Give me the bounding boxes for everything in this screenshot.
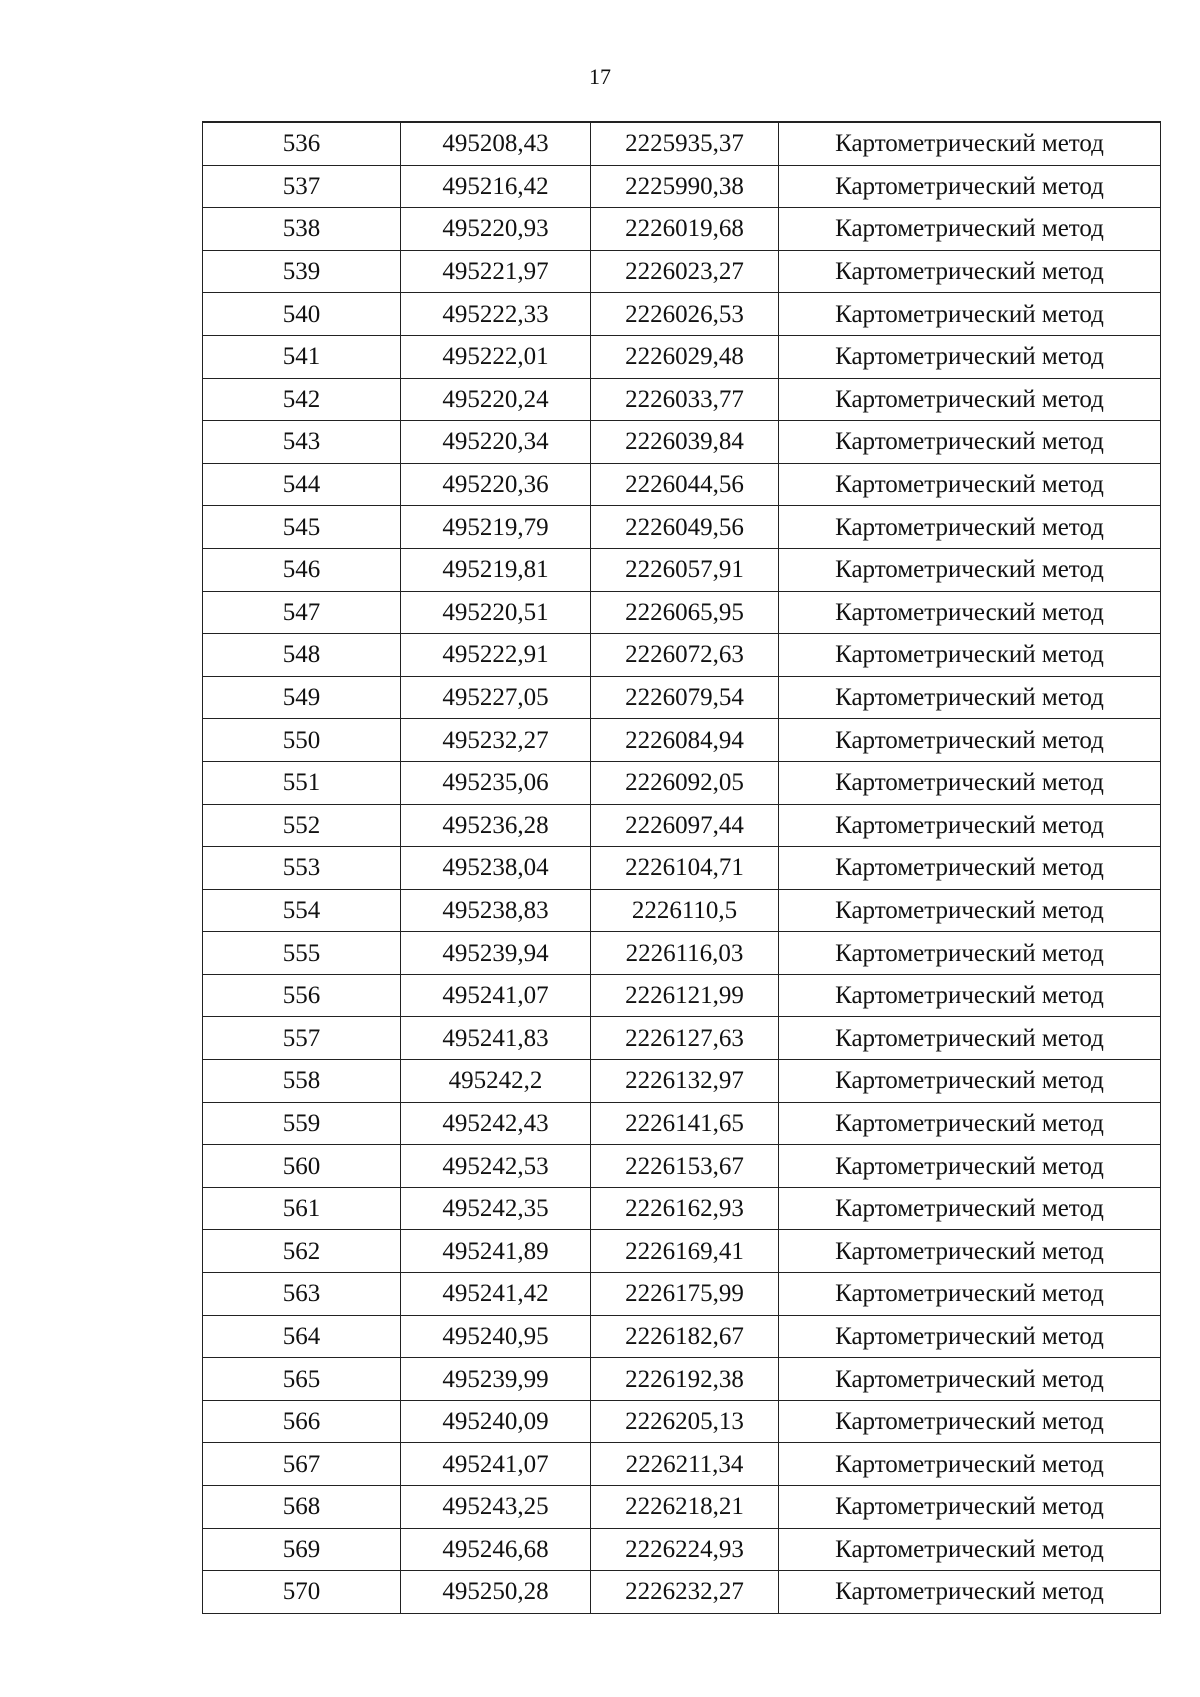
table-row xyxy=(203,1060,1161,1103)
point-number-cell: 550 xyxy=(203,719,401,762)
x-coordinate-cell: 495239,94 xyxy=(401,932,591,975)
x-coordinate-cell: 495222,33 xyxy=(401,293,591,336)
point-number-cell: 553 xyxy=(203,847,401,890)
point-number-cell: 546 xyxy=(203,548,401,591)
method-cell: Картометрический метод xyxy=(779,506,1161,549)
y-coordinate-cell: 2226218,21 xyxy=(591,1486,779,1529)
y-coordinate-cell: 2226033,77 xyxy=(591,378,779,421)
x-coordinate-cell: 495241,07 xyxy=(401,974,591,1017)
point-number-cell: 567 xyxy=(203,1443,401,1486)
y-coordinate-cell: 2226057,91 xyxy=(591,548,779,591)
point-number-cell: 539 xyxy=(203,250,401,293)
x-coordinate-cell: 495242,2 xyxy=(401,1060,591,1103)
point-number-cell: 536 xyxy=(203,122,401,165)
method-cell: Картометрический метод xyxy=(779,889,1161,932)
point-number-cell: 557 xyxy=(203,1017,401,1060)
y-coordinate-cell: 2226065,95 xyxy=(591,591,779,634)
y-coordinate-cell: 2226019,68 xyxy=(591,208,779,251)
point-number-cell: 560 xyxy=(203,1145,401,1188)
coordinates-table-body xyxy=(203,122,1161,1613)
point-number-cell: 558 xyxy=(203,1060,401,1103)
point-number-cell: 569 xyxy=(203,1528,401,1571)
x-coordinate-cell: 495208,43 xyxy=(401,122,591,165)
method-cell: Картометрический метод xyxy=(779,335,1161,378)
point-number-cell: 562 xyxy=(203,1230,401,1273)
y-coordinate-cell: 2226192,38 xyxy=(591,1358,779,1401)
point-number-cell: 554 xyxy=(203,889,401,932)
table-row xyxy=(203,676,1161,719)
y-coordinate-cell: 2226211,34 xyxy=(591,1443,779,1486)
method-cell: Картометрический метод xyxy=(779,1187,1161,1230)
x-coordinate-cell: 495227,05 xyxy=(401,676,591,719)
table-row xyxy=(203,1486,1161,1529)
x-coordinate-cell: 495241,42 xyxy=(401,1273,591,1316)
y-coordinate-cell: 2226169,41 xyxy=(591,1230,779,1273)
point-number-cell: 543 xyxy=(203,421,401,464)
y-coordinate-cell: 2226097,44 xyxy=(591,804,779,847)
table-row xyxy=(203,591,1161,634)
method-cell: Картометрический метод xyxy=(779,676,1161,719)
y-coordinate-cell: 2226084,94 xyxy=(591,719,779,762)
y-coordinate-cell: 2225935,37 xyxy=(591,122,779,165)
x-coordinate-cell: 495222,91 xyxy=(401,634,591,677)
x-coordinate-cell: 495216,42 xyxy=(401,165,591,208)
x-coordinate-cell: 495219,79 xyxy=(401,506,591,549)
table-row xyxy=(203,847,1161,890)
point-number-cell: 559 xyxy=(203,1102,401,1145)
table-row xyxy=(203,421,1161,464)
y-coordinate-cell: 2226104,71 xyxy=(591,847,779,890)
y-coordinate-cell: 2226141,65 xyxy=(591,1102,779,1145)
y-coordinate-cell: 2226044,56 xyxy=(591,463,779,506)
x-coordinate-cell: 495220,34 xyxy=(401,421,591,464)
table-row xyxy=(203,378,1161,421)
point-number-cell: 544 xyxy=(203,463,401,506)
method-cell: Картометрический метод xyxy=(779,1486,1161,1529)
x-coordinate-cell: 495220,93 xyxy=(401,208,591,251)
table-row xyxy=(203,1528,1161,1571)
method-cell: Картометрический метод xyxy=(779,122,1161,165)
table-row xyxy=(203,932,1161,975)
table-row xyxy=(203,1145,1161,1188)
y-coordinate-cell: 2226026,53 xyxy=(591,293,779,336)
y-coordinate-cell: 2226132,97 xyxy=(591,1060,779,1103)
table-row xyxy=(203,889,1161,932)
x-coordinate-cell: 495243,25 xyxy=(401,1486,591,1529)
table-row xyxy=(203,1187,1161,1230)
method-cell: Картометрический метод xyxy=(779,1017,1161,1060)
x-coordinate-cell: 495242,35 xyxy=(401,1187,591,1230)
table-row xyxy=(203,1400,1161,1443)
table-row xyxy=(203,719,1161,762)
method-cell: Картометрический метод xyxy=(779,591,1161,634)
point-number-cell: 538 xyxy=(203,208,401,251)
method-cell: Картометрический метод xyxy=(779,761,1161,804)
y-coordinate-cell: 2226127,63 xyxy=(591,1017,779,1060)
table-row xyxy=(203,1017,1161,1060)
method-cell: Картометрический метод xyxy=(779,463,1161,506)
y-coordinate-cell: 2226175,99 xyxy=(591,1273,779,1316)
x-coordinate-cell: 495241,89 xyxy=(401,1230,591,1273)
page-number: 17 xyxy=(589,64,611,89)
x-coordinate-cell: 495241,83 xyxy=(401,1017,591,1060)
method-cell: Картометрический метод xyxy=(779,293,1161,336)
point-number-cell: 565 xyxy=(203,1358,401,1401)
x-coordinate-cell: 495219,81 xyxy=(401,548,591,591)
y-coordinate-cell: 2226153,67 xyxy=(591,1145,779,1188)
y-coordinate-cell: 2226023,27 xyxy=(591,250,779,293)
x-coordinate-cell: 495250,28 xyxy=(401,1571,591,1614)
point-number-cell: 566 xyxy=(203,1400,401,1443)
coordinates-table xyxy=(202,121,1161,1614)
y-coordinate-cell: 2226162,93 xyxy=(591,1187,779,1230)
point-number-cell: 561 xyxy=(203,1187,401,1230)
point-number-cell: 542 xyxy=(203,378,401,421)
table-row xyxy=(203,548,1161,591)
point-number-cell: 545 xyxy=(203,506,401,549)
method-cell: Картометрический метод xyxy=(779,1230,1161,1273)
x-coordinate-cell: 495238,04 xyxy=(401,847,591,890)
method-cell: Картометрический метод xyxy=(779,1145,1161,1188)
table-row xyxy=(203,293,1161,336)
point-number-cell: 537 xyxy=(203,165,401,208)
point-number-cell: 541 xyxy=(203,335,401,378)
x-coordinate-cell: 495241,07 xyxy=(401,1443,591,1486)
method-cell: Картометрический метод xyxy=(779,378,1161,421)
x-coordinate-cell: 495240,95 xyxy=(401,1315,591,1358)
y-coordinate-cell: 2226049,56 xyxy=(591,506,779,549)
x-coordinate-cell: 495220,24 xyxy=(401,378,591,421)
x-coordinate-cell: 495236,28 xyxy=(401,804,591,847)
method-cell: Картометрический метод xyxy=(779,974,1161,1017)
y-coordinate-cell: 2226092,05 xyxy=(591,761,779,804)
method-cell: Картометрический метод xyxy=(779,1528,1161,1571)
table-row xyxy=(203,506,1161,549)
method-cell: Картометрический метод xyxy=(779,847,1161,890)
x-coordinate-cell: 495246,68 xyxy=(401,1528,591,1571)
table-row xyxy=(203,1315,1161,1358)
x-coordinate-cell: 495240,09 xyxy=(401,1400,591,1443)
method-cell: Картометрический метод xyxy=(779,1443,1161,1486)
table-row xyxy=(203,1102,1161,1145)
method-cell: Картометрический метод xyxy=(779,421,1161,464)
point-number-cell: 552 xyxy=(203,804,401,847)
table-row xyxy=(203,250,1161,293)
table-row xyxy=(203,1358,1161,1401)
table-row xyxy=(203,208,1161,251)
y-coordinate-cell: 2226116,03 xyxy=(591,932,779,975)
table-row xyxy=(203,463,1161,506)
method-cell: Картометрический метод xyxy=(779,1358,1161,1401)
table-row xyxy=(203,634,1161,677)
y-coordinate-cell: 2226205,13 xyxy=(591,1400,779,1443)
method-cell: Картометрический метод xyxy=(779,1273,1161,1316)
point-number-cell: 564 xyxy=(203,1315,401,1358)
y-coordinate-cell: 2226039,84 xyxy=(591,421,779,464)
point-number-cell: 540 xyxy=(203,293,401,336)
table-row xyxy=(203,1273,1161,1316)
method-cell: Картометрический метод xyxy=(779,1571,1161,1614)
method-cell: Картометрический метод xyxy=(779,208,1161,251)
table-row xyxy=(203,1230,1161,1273)
table-row xyxy=(203,1571,1161,1614)
method-cell: Картометрический метод xyxy=(779,1315,1161,1358)
point-number-cell: 568 xyxy=(203,1486,401,1529)
method-cell: Картометрический метод xyxy=(779,165,1161,208)
point-number-cell: 556 xyxy=(203,974,401,1017)
x-coordinate-cell: 495222,01 xyxy=(401,335,591,378)
table-row xyxy=(203,974,1161,1017)
y-coordinate-cell: 2226182,67 xyxy=(591,1315,779,1358)
method-cell: Картометрический метод xyxy=(779,1102,1161,1145)
x-coordinate-cell: 495239,99 xyxy=(401,1358,591,1401)
table-row xyxy=(203,804,1161,847)
x-coordinate-cell: 495221,97 xyxy=(401,250,591,293)
y-coordinate-cell: 2225990,38 xyxy=(591,165,779,208)
x-coordinate-cell: 495220,36 xyxy=(401,463,591,506)
point-number-cell: 555 xyxy=(203,932,401,975)
y-coordinate-cell: 2226029,48 xyxy=(591,335,779,378)
table-row xyxy=(203,122,1161,165)
x-coordinate-cell: 495235,06 xyxy=(401,761,591,804)
y-coordinate-cell: 2226079,54 xyxy=(591,676,779,719)
method-cell: Картометрический метод xyxy=(779,1400,1161,1443)
method-cell: Картометрический метод xyxy=(779,719,1161,762)
point-number-cell: 551 xyxy=(203,761,401,804)
method-cell: Картометрический метод xyxy=(779,1060,1161,1103)
point-number-cell: 548 xyxy=(203,634,401,677)
y-coordinate-cell: 2226110,5 xyxy=(591,889,779,932)
x-coordinate-cell: 495238,83 xyxy=(401,889,591,932)
y-coordinate-cell: 2226072,63 xyxy=(591,634,779,677)
point-number-cell: 549 xyxy=(203,676,401,719)
point-number-cell: 563 xyxy=(203,1273,401,1316)
method-cell: Картометрический метод xyxy=(779,250,1161,293)
table-row xyxy=(203,761,1161,804)
point-number-cell: 570 xyxy=(203,1571,401,1614)
method-cell: Картометрический метод xyxy=(779,634,1161,677)
x-coordinate-cell: 495220,51 xyxy=(401,591,591,634)
method-cell: Картометрический метод xyxy=(779,932,1161,975)
x-coordinate-cell: 495232,27 xyxy=(401,719,591,762)
y-coordinate-cell: 2226121,99 xyxy=(591,974,779,1017)
table-row xyxy=(203,165,1161,208)
y-coordinate-cell: 2226224,93 xyxy=(591,1528,779,1571)
method-cell: Картометрический метод xyxy=(779,804,1161,847)
method-cell: Картометрический метод xyxy=(779,548,1161,591)
point-number-cell: 547 xyxy=(203,591,401,634)
x-coordinate-cell: 495242,43 xyxy=(401,1102,591,1145)
table-row xyxy=(203,335,1161,378)
x-coordinate-cell: 495242,53 xyxy=(401,1145,591,1188)
y-coordinate-cell: 2226232,27 xyxy=(591,1571,779,1614)
table-row xyxy=(203,1443,1161,1486)
